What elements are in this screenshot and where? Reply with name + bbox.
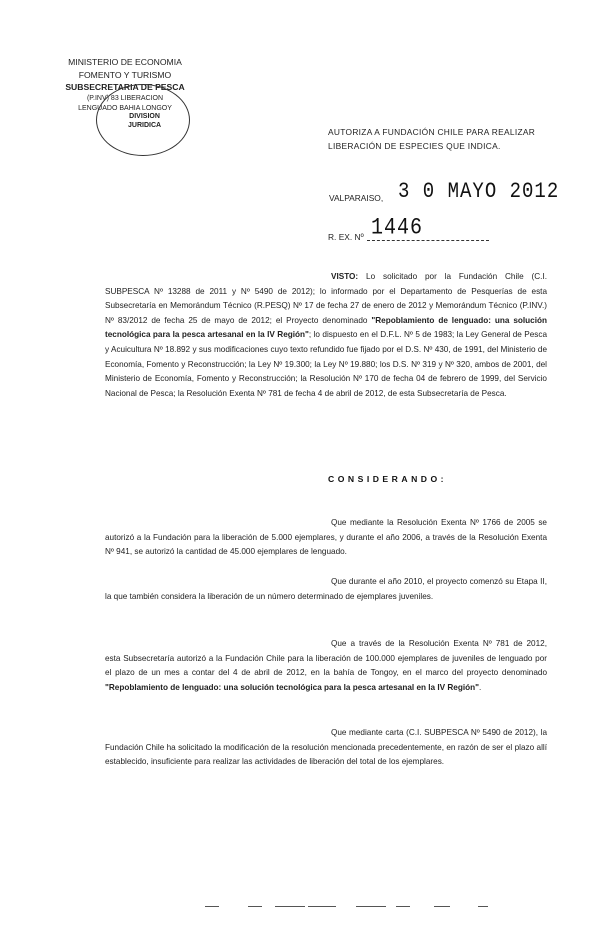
considerando-paragraph-3 — [105, 637, 547, 695]
considerando-p3-project: "Repoblamiento de lenguado: una solución tecnológica para la pesca artesanal en la IV Región" — [105, 682, 480, 692]
footer-mark — [275, 906, 305, 907]
visto-text-2: ; lo dispuesto en el D.F.L. Nº 5 de 1983; la Ley General de Pesca y Acuicultura Nº 18.892 y sus modificaciones cuyo texto refundido fue fijado por el D.S. Nº 430, de 1991, del Ministerio de Economía, Fomento y Reconstrucción; la Ley Nº 19.300; la Ley Nº 19.880; los D.S. Nº 319 y Nº 320, ambos de 2001, del Ministerio de Economía, Fomento y Reconstrucción; la Resolución Nº 170 de fecha 04 de febrero de 1999, del Servicio Nacional de Pesca; la Resolución Exenta Nº 781 de fecha 4 de abril de 2012, de esta Subsecretaría de Pesca. — [105, 330, 548, 398]
stamp-line-2: JURIDICA — [128, 122, 162, 129]
subsecretaria-name: SUBSECRETARIA DE PESCA — [65, 82, 185, 93]
considerando-p3-end: . — [479, 682, 482, 692]
visto-paragraph — [105, 270, 547, 401]
considerando-p3-text: Que a través de la Resolución Exenta Nº 781 de 2012, esta Subsecretaría autorizó a la Fundación Chile para la liberación de 100.000 ejemplares de juveniles de lenguado por el plazo de un mes a contar del 4 de abril de 2012, en la bahía de Tongoy, en el marco del proyecto denominado — [105, 639, 547, 678]
subject-line-1: AUTORIZA A FUNDACIÓN CHILE PARA REALIZAR — [328, 127, 536, 137]
stamp-line-1: DIVISION — [129, 113, 160, 120]
footer-mark — [356, 906, 386, 907]
rex-label: R. EX. Nº — [328, 232, 364, 242]
footer-mark — [248, 906, 262, 907]
date-stamp: 3 0 MAYO 2012 — [398, 178, 560, 204]
considerando-paragraph-4: Que mediante carta (C.I. SUBPESCA Nº 5490 de 2012), la Fundación Chile ha solicitado la modificación de la resolución mencionada precedentemente, en razón de ser el plazo allí establecido, insuficiente para realizar las actividades de liberación del total de los ejemplares. — [105, 728, 547, 767]
ministry-subtitle: FOMENTO Y TURISMO — [78, 69, 172, 80]
reference-line-1: (P.INV) 83 LIBERACION — [86, 94, 164, 102]
rex-number: 1446 — [371, 215, 424, 242]
considerando-paragraph-2: Que durante el año 2010, el proyecto comenzó su Etapa II, la que también considera la liberación de un número determinado de ejemplares juveniles. — [105, 577, 547, 601]
ministry-name: MINISTERIO DE ECONOMIA — [68, 57, 182, 67]
resolution-subject — [328, 125, 558, 153]
footer-mark — [434, 906, 450, 907]
reference-line-2: LENGUADO BAHIA LONGOY — [78, 104, 172, 112]
footer-mark — [308, 906, 336, 907]
considerando-heading: CONSIDERANDO: — [328, 474, 448, 484]
stamp-text — [128, 112, 161, 130]
considerando-paragraph-1: Que mediante la Resolución Exenta Nº 1766 de 2005 se autorizó a la Fundación para la liberación de 5.000 ejemplares, y durante el año 2006, a través de la Resolución Exenta Nº 941, se autorizó la cantidad de 45.000 ejemplares de lenguado. — [105, 518, 547, 557]
visto-project-name: "Repoblamiento de lenguado: una solución tecnológica para la pesca artesanal en la IV Región" — [105, 315, 547, 340]
visto-label: VISTO: — [331, 272, 359, 281]
subject-line-2: LIBERACIÓN DE ESPECIES QUE INDICA. — [328, 141, 501, 151]
footer-mark — [396, 906, 410, 907]
visto-text-1: Lo solicitado por la Fundación Chile (C.I. SUBPESCA Nº 13288 de 2011 y Nº 5490 de 2012); lo informado por el Departamento de Pesquerías de esta Subsecretaría en Memorándum Técnico (R.PESQ) Nº 17 de fecha 27 de enero de 2012 y Memorándum Técnico (P.INV.) Nº 83/2012 de fecha 25 de mayo de 2012; el Proyecto denominado — [105, 272, 547, 325]
footer-mark — [205, 906, 219, 907]
place: VALPARAISO, — [329, 193, 384, 203]
footer-mark — [478, 906, 488, 907]
